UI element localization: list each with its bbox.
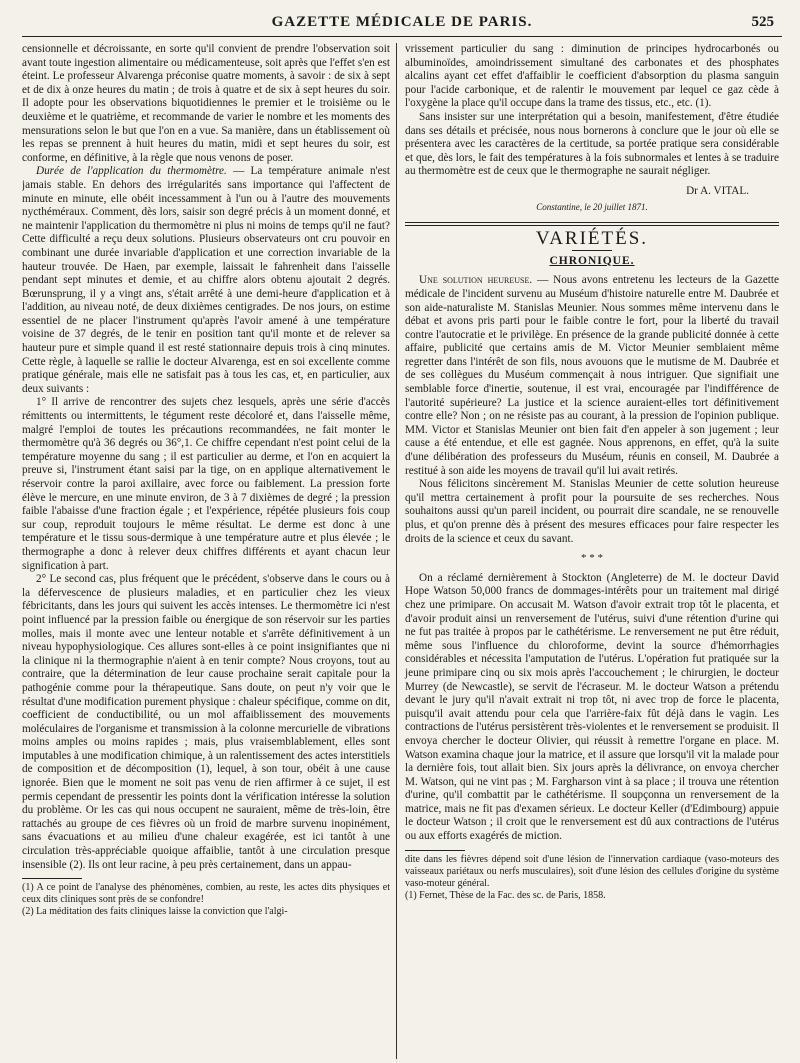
footnote-divider xyxy=(22,878,82,879)
left-column xyxy=(22,43,396,1059)
page-header xyxy=(22,10,782,37)
paragraph: On a réclamé dernièrement à Stockton (Angleterre) de M. le docteur David Hope Watson 50,000 francs de dommages-intérêts pour un traitement mal dirigé chez une primipare. On accusait M. Watson d'avoir extrait trop tôt le placenta, et d'avoir produit ainsi un renversement de l'utérus, suivi d'une rétention d'urine qui ne fut pas traitée à propos par le cathétérisme. Le renversement ne put être réduit, même sous l'influence du chloroforme, devint la source d'hémorrhagies considérables et nécessita l'amputation de l'utérus. L'opération fut pratiquée sur la jeune primipare cinq ou six mois après l'accouchement ; le chirurgien, le docteur Murrey (de Newcastle), se servit de l'écraseur. M. le docteur Watson a prétendu devant le jury qu'il n'avait extrait ni trop tôt, ni avec trop de force le placenta, puisqu'il avait attendu pour cela que l'arrière-faix fût déjà dans le vagin. Les contractions de l'utérus persistèrent très-violentes et le renversement se produisit. Il envoya chercher le docteur Olivier, qui réussit à remettre l'organe en place. M. Watson examina chaque jour la matrice, et il assure que lorsqu'il vit la malade pour la dernière fois, tout allait bien. Six jours après la délivrance, on envoya chercher M. Watson, qui ne vint pas ; M. Fargharson vint à sa place ; il trouva une rétention d'urine, qu'il combattit par le cathétérisme. Il soupçonna un renversement de la matrice, mais ne fit pas d'examen sérieux. Le docteur Keller (d'Edimbourg) appuie le docteur Watson ; il croit que le renversement est dû aux contractions de l'utérus ou aux efforts exagérés de miction. xyxy=(405,571,779,843)
footnote: (1) Fernet, Thèse de la Fac. des sc. de Paris, 1858. xyxy=(405,889,606,901)
paragraph-heading: Durée de l'application du thermomètre. xyxy=(36,165,227,178)
subsection-title: CHRONIQUE. xyxy=(549,254,635,267)
footnote: (2) La méditation des faits cliniques laisse la conviction que l'algi- xyxy=(22,906,288,918)
paragraph: vrissement particulier du sang : diminution de principes hydrocarbonés ou albuminoïdes, amoindrissement simultané des carbonates et des phosphates alcalins ayant cet effet d'affaiblir le coefficient d'absorption du plasma sanguin pour l'acide carbonique, et de ralentir le mouvement par lequel ce gaz cède à l'oxygène la place qu'il occupe dans la trame des tissus, etc., etc. (1). xyxy=(405,43,779,110)
footnote: (1) A ce point de l'analyse des phénomènes, combien, au reste, les actes dits physiques et ceux dits cliniques sont près de se confondre! xyxy=(22,882,390,906)
paragraph: 2° Le second cas, plus fréquent que le précédent, s'observe dans le cours ou à la défervescence de plusieurs maladies, et en particulier chez les vieux fébricitants, dans les jours qui suivent les accès intenses. Le thermomètre ici n'est point influencé par la pression faible ou énergique de son réservoir sur les parties molles, mais il monte avec une lenteur notable et s'arrête définitivement à un niveau hypophysiologique. Ces allures sont-elles à ce point insignifiantes que ni la clinique ni la thermographie n'aient à en tenir compte? Nous croyons, tout au contraire, que la détermination de leur cause prochaine serait capitale pour la pathogénie comme pour la thérapeutique. Sans doute, on peut n'y voir que le résultat d'une modification purement physique : chaleur spécifique, comme on dit, coefficient de conductibilité, ou un mol affaiblissement des mouvements moléculaires de l'organisme et transmission à la colonne mercurielle de vibrations moins amples ou moins rapides ; mais, plus vraisemblablement, elles sont imputables à une modification chimique, à un ralentissement des actes interstitiels de composition et de décomposition (1), lequel, à son tour, obéit à une cause ignorée. Bien que le moment ne soit pas venu de rien affirmer à ce sujet, il est permis cependant de pressentir les points dont la vérification intéresse la solution du problème. Or les cas qui nous occupent ne sauraient, même de très-loin, être rattachés au groupe de ces fièvres où un froid de marbre survenu inopinément, sans évacuations et au milieu d'une chaleur exagérée, est ici tantôt à une circulation très-appréciable quoique affaiblie, tantôt à une circulation presque insensible (2). Ils ont leur racine, à peu près certainement, dans un appau- xyxy=(22,573,390,871)
signature: Dr A. VITAL. xyxy=(686,184,749,197)
dateline: Constantine, le 20 juillet 1871. xyxy=(536,201,648,212)
footnote: dite dans les fièvres dépend soit d'une lésion de l'innervation cardiaque (vaso-moteurs des vaisseaux pariétaux ou nerfs musculaires), soit d'une lésion des cellules d'origine du système vaso-moteur général. xyxy=(405,853,779,889)
columns xyxy=(22,43,782,1059)
paragraph-heading: Une solution heureuse. xyxy=(419,274,533,287)
section-divider xyxy=(405,222,779,226)
paragraph xyxy=(22,165,390,396)
footnote-divider xyxy=(405,850,465,851)
paragraph-text: — La température animale n'est jamais stable. En dehors des irrégularités sans importance qui l'affectent de minute en minute, elle obéit incessamment à l'un ou à l'autre des mouvements nycthéméraux. Comment, dès lors, saisir son degré précis à un moment donné, et ne maintenir l'application du thermomètre ni plus ni moins de temps qu'il ne faut? Cette difficulté a reçu deux solutions. Plusieurs observateurs ont cru pouvoir en combinant une durée invariable d'application et une correction invariable de la hauteur trouvée. De Haen, par exemple, laissait le fahrenheit dans l'aisselle pendant sept minutes et demie, et au chiffre alors obtenu ajoutait 2 degrés. Bœrunsprung, il y a vingt ans, s'était arrêté à une demi-heure d'application et à l'addition, au niveau noté, de deux dixièmes centigrades. De nos jours, on estime essentiel de ne placer l'instrument qu'après l'avoir amené à une température voisine de 37 degrés, de le tenir en position tant qu'il monte et de relever sa hauteur pure et simple quand il est resté stationnaire depuis trois à cinq minutes. Cette règle, à laquelle se rallie le docteur Alvarenga, est en soi excellente comme pratique générale, mais elle ne satisfait pas à tous les cas, et, en particulier, aux deux suivants : xyxy=(22,165,390,395)
paragraph: 1° Il arrive de rencontrer des sujets chez lesquels, après une série d'accès rémittents ou intermittents, le tégument reste décoloré et, dans l'aisselle même, malgré l'emploi de toutes les précautions recommandées, ne fait monter le thermomètre qu'à 36 degrés ou 36°,1. Ce chiffre cependant n'est point celui de la température moyenne du sang ; il est particulier au derme, et l'on en acquiert la preuve si, l'instrument étant saisi par la tige, on en applique alternativement le réservoir contre la paroi axillaire, avec force ou faiblement. La pression forte élève le mercure, en une minute environ, de 3 à 7 dixièmes de degré ; la pression faible l'abaisse d'une fraction égale ; et l'expérience, répétée plusieurs fois coup sur coup, reproduit toujours le même résultat. Le derme est donc à une température et le tissu sous-dermique à une température autre et plus élevée ; le thermographe a donc à relever deux chiffres différents et ayant chacun leur signification à part. xyxy=(22,396,390,572)
short-divider xyxy=(572,250,612,251)
paragraph: Sans insister sur une interprétation qui a besoin, manifestement, d'être étudiée dans ses détails et précisée, nous nous bornerons à conclure que le jour où elle se présentera avec les caractères de la certitude, sa portée pratique sera considérable et que, dès lors, le fait des températures à la fois subnormales et lentes à se traduire au thermomètre est de ceux que le thermographe ne saurait négliger. xyxy=(405,110,779,178)
separator-stars: * * * xyxy=(581,552,603,565)
paragraph xyxy=(405,274,779,478)
right-column xyxy=(397,43,779,1059)
page-number: 525 xyxy=(751,14,774,30)
paragraph: censionnelle et décroissante, en sorte qu'il convient de prendre l'observation soit avant toute ingestion alimentaire ou médicamenteuse, soit après que l'effet s'en est éteint. Le professeur Alvarenga préconise quatre moments, à savoir : de six à sept et de dix à onze heures du matin ; de trois à quatre et de six à sept heures du soir. Il adopte pour les observations biquotidiennes le premier et le troisième ou le deuxième et le quatrième, et recommande de varier le nombre et les moments des mensurations selon le but que l'on en a vue. Sa manière, dans un établissement où les repas se prennent à huit heures du matin, midi et sept heures du soir, est conforme, en définitive, à la règle que nous venons de poser. xyxy=(22,43,390,164)
journal-title: GAZETTE MÉDICALE DE PARIS. xyxy=(271,14,533,30)
section-title: VARIÉTÉS. xyxy=(535,228,649,250)
paragraph-text: — Nous avons entretenu les lecteurs de la Gazette médicale de l'incident survenu au Muséum d'histoire naturelle entre M. Daubrée et son aide-naturaliste M. Stanislas Meunier. Nous sommes même intervenu dans le débat et avons pris parti pour le faible contre le fort, pour la liberté du travail contre l'autocratie et le privilège. En présence de la grande publicité donnée à cette affaire, publicité que certains amis de M. Victor Meunier semblaient même regretter dans l'intérêt de son fils, nous avouons que le mutisme de M. Daubrée et de ses collègues du Muséum commençait à nous intriguer. Que signifiait une semblable force d'inertie, soutenue, il est vrai, encouragée par l'indifférence de l'autorité supérieure? La justice et la science auraient-elles tort définitivement contre elle? Non ; on ne résiste pas au courant, à la pression de l'opinion publique. MM. Victor et Stanislas Meunier ont bien fait d'en appeler à son jugement ; leur cause a été entendue, et elle est gagnée. Nous apprenons, en effet, qu'à la suite d'une délibération des professeurs du Muséum, réunis en conseil, M. Daubrée a restitué à son aide les moyens de travail qu'il lui avait retirés. xyxy=(405,274,779,477)
paragraph: Nous félicitons sincèrement M. Stanislas Meunier de cette solution heureuse qu'il mettra certainement à profit pour la poursuite de ses recherches. Nous souhaitons aussi qu'un pareil incident, ou pourrait dire scandale, ne se renouvelle plus, et qu'on prenne dès à présent des mesures efficaces pour faire respecter les droits de la science et ceux du savant. xyxy=(405,478,779,545)
